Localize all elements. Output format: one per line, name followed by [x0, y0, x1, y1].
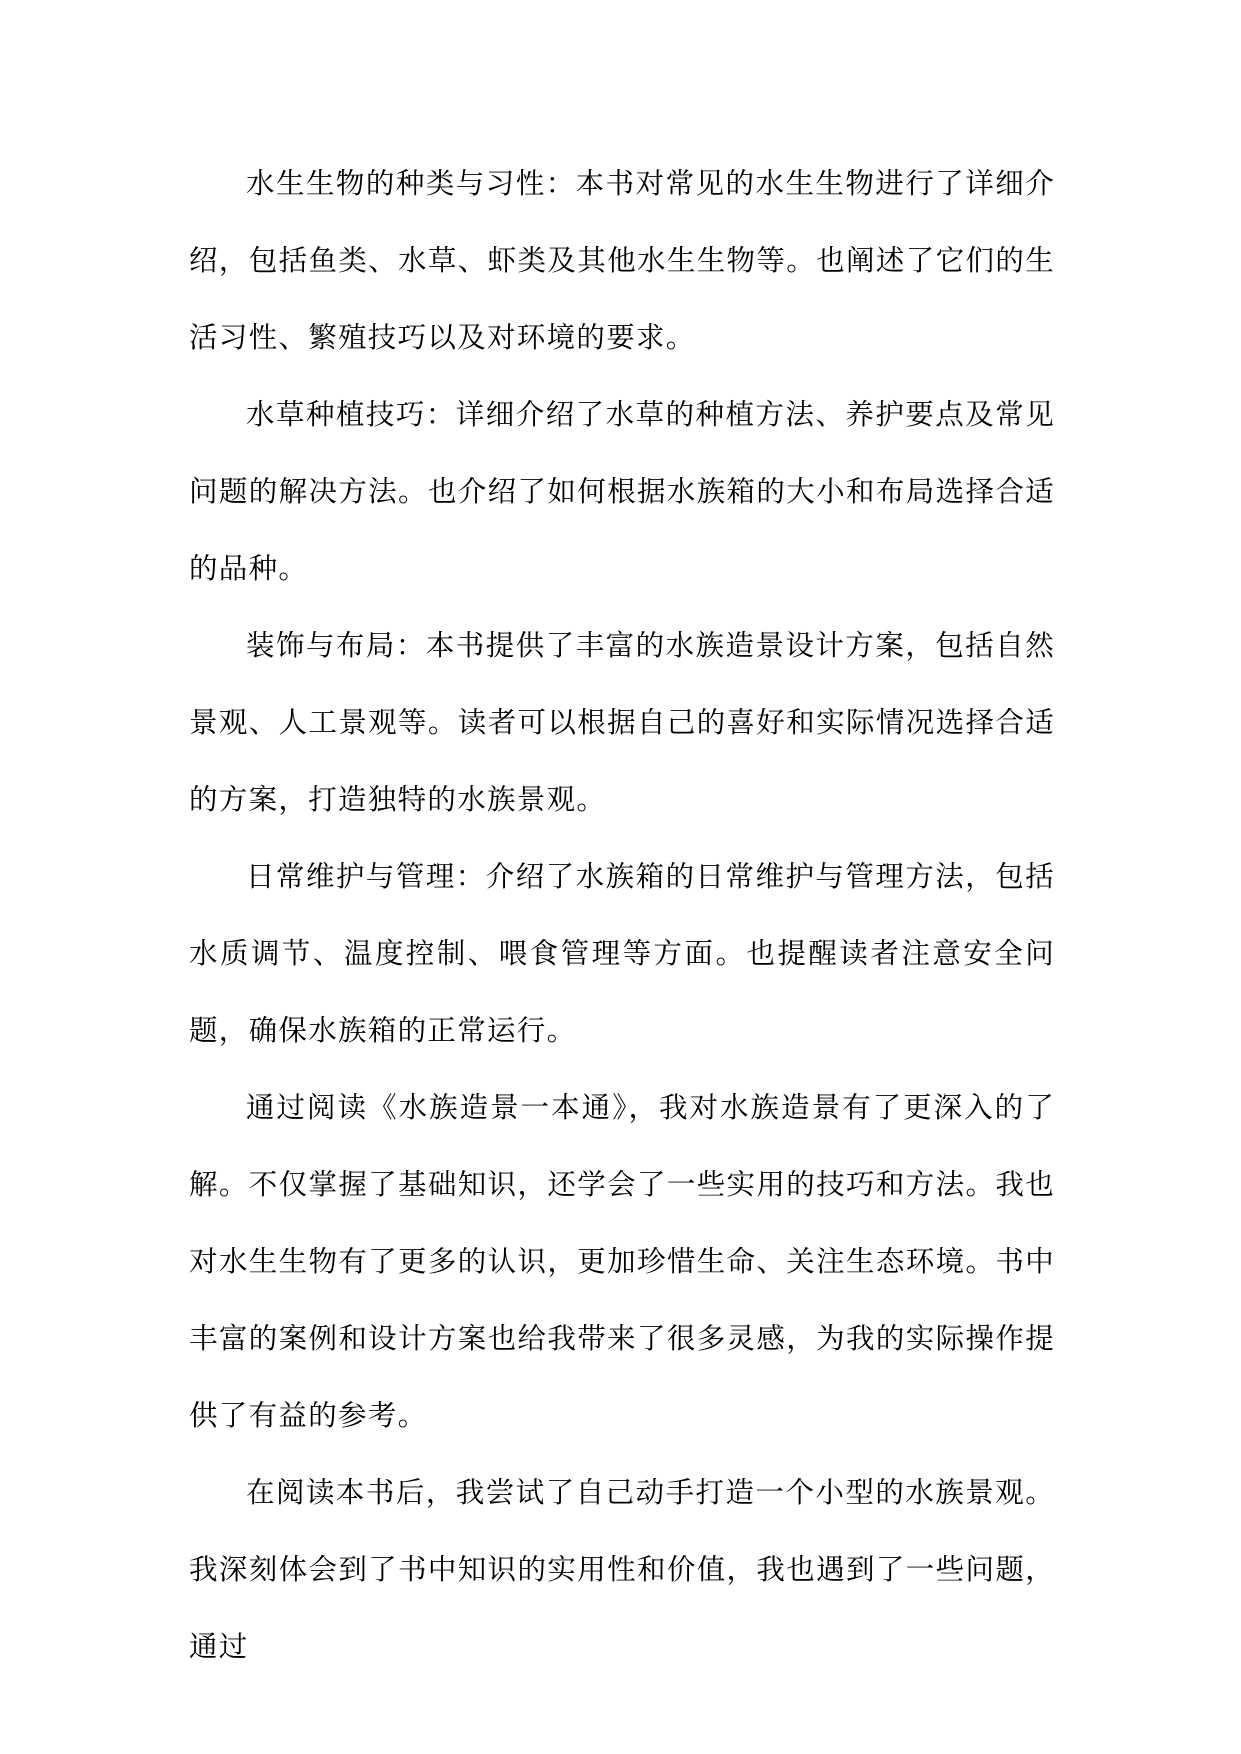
paragraph-reading-reflection: 通过阅读《水族造景一本通》，我对水族造景有了更深入的了解。不仅掌握了基础知识，还学会了一些实用的技巧和方法。我也对水生生物有了更多的认识，更加珍惜生命、关注生态环境。书中丰富的案例和设计方案也给我带来了很多灵感，为我的实际操作提供了有益的参考。: [189, 1091, 1055, 1432]
paragraph-decoration-layout: 装饰与布局：本书提供了丰富的水族造景设计方案，包括自然景观、人工景观等。读者可以根据自己的喜好和实际情况选择合适的方案，打造独特的水族景观。: [189, 629, 1055, 816]
paragraph-aquatic-species: 水生生物的种类与习性：本书对常见的水生生物进行了详细介绍，包括鱼类、水草、虾类及其他水生生物等。也阐述了它们的生活习性、繁殖技巧以及对环境的要求。: [189, 167, 1055, 354]
paragraph-practice: 在阅读本书后，我尝试了自己动手打造一个小型的水族景观。我深刻体会到了书中知识的实用性和价值，我也遇到了一些问题，通过: [189, 1476, 1055, 1663]
paragraph-plant-cultivation: 水草种植技巧：详细介绍了水草的种植方法、养护要点及常见问题的解决方法。也介绍了如何根据水族箱的大小和布局选择合适的品种。: [189, 398, 1055, 585]
paragraph-maintenance: 日常维护与管理：介绍了水族箱的日常维护与管理方法，包括水质调节、温度控制、喂食管理等方面。也提醒读者注意安全问题，确保水族箱的正常运行。: [189, 860, 1055, 1047]
document-body: [189, 145, 1055, 1685]
